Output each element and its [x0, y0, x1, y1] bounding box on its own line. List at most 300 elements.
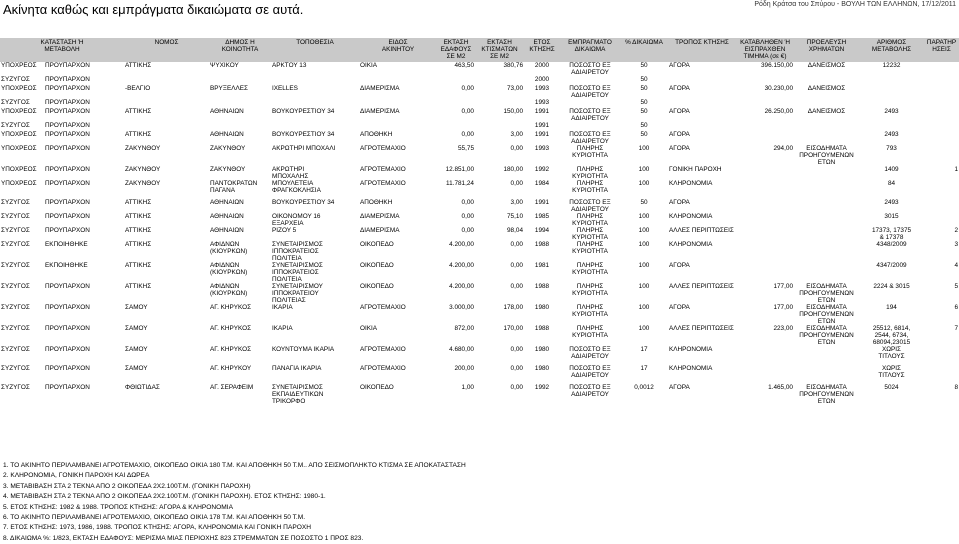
- table-cell: 2493: [884, 108, 899, 115]
- table-cell: ΠΡΟΥΠΑΡΧΟΝ: [45, 108, 90, 115]
- table-cell: ΑΓΡΟΤΕΜΑΧΙΟ: [360, 346, 406, 353]
- table-cell: ΑΘΗΝΑΙΩΝ: [210, 213, 244, 220]
- table-cell: 294,00: [773, 145, 793, 152]
- table-cell: [924, 122, 959, 131]
- table-cell: [209, 122, 271, 131]
- table-cell: ΑΘΗΝΑΙΩΝ: [210, 131, 244, 138]
- table-cell: ΠΛΗΡΗΣ ΚΥΡΙΟΤΗΤΑ: [572, 213, 608, 227]
- table-cell: ΕΙΣΟΔΗΜΑΤΑ ΠΡΟΗΓΟΥΜΕΝΩΝ ΕΤΩΝ: [799, 145, 854, 166]
- table-cell: 25512, 6814, 2544, 6734, 68094,23015: [872, 325, 911, 346]
- table-cell: ΚΛΗΡΟΝΟΜΙΑ: [669, 213, 713, 220]
- table-cell: 100: [638, 262, 650, 269]
- table-cell: 223,00: [773, 325, 793, 332]
- column-header: ΠΑΡΑΤΗΡ ΗΣΕΙΣ: [924, 38, 959, 62]
- table-cell: ΥΠΟΧΡΕΟΣ: [1, 180, 37, 187]
- table-cell: [437, 122, 475, 131]
- column-header: ΤΡΟΠΟΣ ΚΤΗΣΗΣ: [668, 38, 736, 62]
- table-cell: 1992: [534, 166, 550, 173]
- table-cell: 50: [640, 199, 648, 206]
- table-cell: ΠΟΣΟΣΤΟ ΕΞ ΑΔΙΑΙΡΕΤΟΥ: [569, 365, 611, 379]
- table-cell: ΧΩΡΙΣ ΤΙΤΛΟΥΣ: [878, 346, 905, 360]
- table-cell: ΠΡΟΥΠΑΡΧΟΝ: [45, 180, 90, 187]
- table-cell: 0,00: [510, 262, 523, 269]
- table-cell: [124, 76, 209, 85]
- table-cell: 1980: [534, 346, 550, 353]
- table-cell: 0,00: [461, 85, 474, 92]
- table-cell: ΑΓΟΡΑ: [669, 62, 690, 69]
- table-cell: ΟΙΚΟΠΕΔΟ: [360, 283, 394, 290]
- property-table: [0, 38, 959, 405]
- table-cell: ΣΥΖΥΓΟΣ: [1, 283, 30, 290]
- column-header: ΕΚΤΑΣΗ ΚΤΙΣΜΑΤΩΝ ΣΕ Μ2: [475, 38, 524, 62]
- table-row: [0, 166, 959, 180]
- table-cell: ΑΓΟΡΑ: [669, 108, 690, 115]
- table-cell: ΖΑΚΥΝΘΟΥ: [210, 145, 246, 152]
- table-cell: 1991: [534, 108, 550, 115]
- table-cell: ΕΚΠΟΙΗΘΗΚΕ: [45, 262, 88, 269]
- table-cell: [924, 180, 959, 199]
- table-cell: ΧΩΡΙΣ ΤΙΤΛΟΥΣ: [878, 365, 905, 379]
- table-cell: ΦΘΙΩΤΙΔΑΣ: [125, 384, 160, 391]
- table-cell: [736, 241, 794, 262]
- table-cell: ΔΑΝΕΙΣΜΟΣ: [807, 108, 846, 115]
- table-cell: ΥΠΟΧΡΕΟΣ: [1, 166, 37, 173]
- table-cell: ΑΤΤΙΚΗΣ: [125, 262, 152, 269]
- table-row: [0, 99, 959, 108]
- table-cell: 380,76: [503, 62, 523, 69]
- table-cell: 0,00: [510, 346, 523, 353]
- table-cell: ΠΟΣΟΣΤΟ ΕΞ ΑΔΙΑΙΡΕΤΟΥ: [569, 346, 611, 360]
- table-cell: [924, 365, 959, 384]
- table-cell: ΥΠΟΧΡΕΟΣ: [1, 85, 37, 92]
- footnote: 1. ΤΟ ΑΚΙΝΗΤΟ ΠΕΡΙΛΑΜΒΑΝΕΙ ΑΓΡΟΤΕΜΑΧΙΟ, ΟΙΚΟΠΕΔΟ ΟΙΚΙΑ 180 Τ.Μ. ΚΑΙ ΑΠΟΘΗΚΗ 50 Τ.Μ.. ΑΠΟ ΣΕΙΣΜΟΠΛΗΚΤΟ ΚΤΙΣΜΑ ΣΕ ΑΠΟΚΑΤΑΣΤΑΣΗ: [3, 462, 466, 469]
- table-cell: [736, 227, 794, 241]
- table-cell: 1992: [534, 384, 550, 391]
- table-cell: 1988: [534, 283, 550, 290]
- table-cell: 100: [638, 166, 650, 173]
- table-cell: [794, 180, 859, 199]
- table-cell: ΠΛΗΡΗΣ ΚΥΡΙΟΤΗΤΑ: [572, 325, 608, 339]
- table-cell: 200,00: [454, 365, 474, 372]
- table-cell: ΠΟΣΟΣΤΟ ΕΞ ΑΔΙΑΙΡΕΤΟΥ: [569, 62, 611, 76]
- table-cell: [794, 131, 859, 145]
- table-row: [0, 365, 959, 384]
- table-cell: [924, 62, 959, 76]
- table-row: [0, 145, 959, 166]
- table-cell: ΕΚΠΟΙΗΘΗΚΕ: [45, 241, 88, 248]
- table-cell: [794, 241, 859, 262]
- table-cell: ΠΡΟΥΠΑΡΧΟΝ: [45, 213, 90, 220]
- table-cell: ΒΟΥΚΟΥΡΕΣΤΙΟΥ 34: [272, 199, 335, 206]
- table-cell: ΑΓΡΟΤΕΜΑΧΙΟ: [360, 365, 406, 372]
- table-cell: ΓΟΝΙΚΗ ΠΑΡΟΧΗ: [669, 166, 722, 173]
- table-cell: ΣΥΝΕΤΑΙΡΙΣΜΟΣ ΙΠΠΟΚΡΑΤΕΙΟΣ ΠΟΛΙΤΕΙΑ: [272, 241, 323, 262]
- table-cell: 50: [640, 85, 648, 92]
- table-cell: [859, 76, 924, 85]
- table-cell: ΠΡΟΥΠΑΡΧΟΝ: [45, 145, 90, 152]
- column-header: ΝΟΜΟΣ: [124, 38, 209, 62]
- table-cell: [736, 99, 794, 108]
- table-cell: ΑΓ. ΚΗΡΥΚΟΣ: [210, 325, 252, 332]
- table-cell: ΑΓΟΡΑ: [669, 304, 690, 311]
- table-cell: 177,00: [773, 283, 793, 290]
- table-cell: [437, 76, 475, 85]
- table-cell: [359, 76, 437, 85]
- table-cell: ΑΓΟΡΑ: [669, 199, 690, 206]
- table-cell: [924, 108, 959, 122]
- table-cell: ΒΡΥΞΕΛΛΕΣ: [210, 85, 248, 92]
- table-cell: ΣΥΖΥΓΟΣ: [1, 199, 30, 206]
- table-cell: ΚΛΗΡΟΝΟΜΙΑ: [669, 180, 713, 187]
- table-cell: 12232: [882, 62, 901, 69]
- table-row: [0, 241, 959, 262]
- table-cell: 1991: [534, 131, 550, 138]
- table-cell: ΕΙΣΟΔΗΜΑΤΑ ΠΡΟΗΓΟΥΜΕΝΩΝ ΕΤΩΝ: [799, 384, 854, 405]
- table-cell: [437, 99, 475, 108]
- table-cell: ΕΙΣΟΔΗΜΑΤΑ ΠΡΟΗΓΟΥΜΕΝΩΝ ΕΤΩΝ: [799, 325, 854, 346]
- table-cell: ΑΛΛΕΣ ΠΕΡΙΠΤΩΣΕΙΣ: [669, 283, 734, 290]
- table-row: [0, 131, 959, 145]
- table-cell: ΣΥΖΥΓΟΣ: [1, 76, 30, 83]
- table-cell: 1994: [534, 227, 550, 234]
- table-cell: ΠΛΗΡΗΣ ΚΥΡΙΟΤΗΤΑ: [572, 241, 608, 255]
- column-header: ΚΑΤΑΣΤΑΣΗ Ή ΜΕΤΑΒΟΛΗ: [0, 38, 124, 62]
- column-header: % ΔΙΚΑΙΩΜΑ: [620, 38, 668, 62]
- table-cell: ΑΤΤΙΚΗΣ: [125, 213, 152, 220]
- table-cell: 0,00: [510, 145, 523, 152]
- table-cell: 1.465,00: [768, 384, 793, 391]
- table-cell: 50: [640, 122, 648, 129]
- table-cell: 0,00: [510, 365, 523, 372]
- table-cell: ΙΚΑΡΙΑ: [272, 325, 293, 332]
- table-cell: ΠΡΟΥΠΑΡΧΟΝ: [45, 99, 90, 106]
- table-cell: [924, 199, 959, 213]
- table-cell: 73,00: [507, 85, 523, 92]
- column-header: ΕΜΠΡΑΓΜΑΤΟ ΔΙΚΑΙΩΜΑ: [560, 38, 620, 62]
- table-cell: 100: [638, 180, 650, 187]
- table-cell: 463,50: [454, 62, 474, 69]
- table-cell: 100: [638, 227, 650, 234]
- table-cell: ΑΡΚΤΟΥ 13: [272, 62, 307, 69]
- footnote: 8. ΔΙΚΑΙΩΜΑ %: 1/823, ΕΚΤΑΣΗ ΕΔΑΦΟΥΣ: ΜΕΡΙΣΜΑ ΜΙΑΣ ΠΕΡΙΟΧΗΣ 823 ΣΤΡΕΜΜΑΤΩΝ ΣΕ ΠΟΣΟΣΤΟ 1 ΠΡΟΣ 823.: [3, 534, 364, 542]
- table-cell: 0,00: [461, 227, 474, 234]
- table-cell: 100: [638, 145, 650, 152]
- footnotes: [3, 461, 466, 544]
- table-cell: ΣΥΖΥΓΟΣ: [1, 325, 30, 332]
- table-cell: ΑΦΙΔΝΩΝ (ΚΙΟΥΡΚΩΝ): [210, 241, 248, 255]
- table-cell: [736, 166, 794, 180]
- table-cell: ΟΙΚΙΑ: [360, 62, 378, 69]
- table-cell: ΣΥΖΥΓΟΣ: [1, 227, 30, 234]
- table-cell: ΑΓΡΟΤΕΜΑΧΙΟ: [360, 304, 406, 311]
- table-cell: ΖΑΚΥΝΘΟΥ: [125, 145, 161, 152]
- table-cell: ΠΑΝΤΟΚΡΑΤΩΝ ΠΑΓΑΝΑ: [210, 180, 258, 194]
- table-cell: 1,00: [461, 384, 474, 391]
- table-cell: ΣΥΖΥΓΟΣ: [1, 241, 30, 248]
- table-cell: ΠΛΗΡΗΣ ΚΥΡΙΟΤΗΤΑ: [572, 227, 608, 241]
- table-cell: ΔΑΝΕΙΣΜΟΣ: [807, 85, 846, 92]
- table-cell: 1980: [534, 365, 550, 372]
- table-cell: ΒΟΥΚΟΥΡΕΣΤΙΟΥ 34: [272, 131, 335, 138]
- column-header: ΠΡΟΕΛΕΥΣΗ ΧΡΗΜΑΤΩΝ: [794, 38, 859, 62]
- table-cell: 17: [640, 365, 648, 372]
- table-cell: ΚΛΗΡΟΝΟΜΙΑ: [669, 365, 713, 372]
- table-cell: 84: [887, 180, 896, 187]
- table-row: [0, 62, 959, 76]
- document-header: Ρόδη Κράτσα του Σπύρου - ΒΟΥΛΗ ΤΩΝ ΕΛΛΗΝΩΝ, 17/12/2011: [754, 1, 956, 8]
- table-cell: ΑΓ. ΣΕΡΑΦΕΙΜ: [210, 384, 254, 391]
- table-cell: 50: [640, 131, 648, 138]
- table-cell: 150,00: [503, 108, 523, 115]
- table-cell: 396.150,00: [761, 62, 793, 69]
- table-cell: 100: [638, 283, 650, 290]
- table-cell: ΔΙΑΜΕΡΙΣΜΑ: [360, 227, 400, 234]
- table-cell: ΕΙΣΟΔΗΜΑΤΑ ΠΡΟΗΓΟΥΜΕΝΩΝ ΕΤΩΝ: [799, 283, 854, 304]
- table-cell: 3,00: [510, 199, 523, 206]
- table-cell: ΑΓΟΡΑ: [669, 131, 690, 138]
- table-cell: 1991: [534, 122, 550, 129]
- table-cell: 2000: [534, 62, 550, 69]
- table-cell: ΑΠΟΘΗΚΗ: [360, 199, 393, 206]
- table-cell: [736, 76, 794, 85]
- table-cell: 30.230,00: [764, 85, 793, 92]
- table-cell: ΠΛΗΡΗΣ ΚΥΡΙΟΤΗΤΑ: [572, 262, 608, 276]
- table-cell: ΠΡΟΥΠΑΡΧΟΝ: [45, 76, 90, 83]
- table-row: [0, 346, 959, 365]
- table-cell: [124, 122, 209, 131]
- table-cell: ΣΥΖΥΓΟΣ: [1, 262, 30, 269]
- table-body: [0, 62, 959, 405]
- table-cell: ΚΟΥΝΤΟΥΜΑ ΙΚΑΡΙΑ: [272, 346, 335, 353]
- table-row: [0, 283, 959, 304]
- table-cell: ΥΠΟΧΡΕΟΣ: [1, 145, 37, 152]
- table-cell: [475, 76, 524, 85]
- table-cell: ΚΛΗΡΟΝΟΜΙΑ: [669, 346, 713, 353]
- table-cell: ΠΡΟΥΠΑΡΧΟΝ: [45, 166, 90, 173]
- table-cell: 4347/2009: [876, 262, 907, 269]
- table-cell: [209, 99, 271, 108]
- table-cell: ΥΠΟΧΡΕΟΣ: [1, 108, 37, 115]
- table-cell: [794, 227, 859, 241]
- table-cell: [794, 346, 859, 365]
- table-header-row: [0, 38, 959, 62]
- table-cell: ΟΙΚΟΝΟΜΟΥ 16 ΕΞΑΡΧΕΙΑ: [272, 213, 321, 227]
- table-cell: ΠΡΟΥΠΑΡΧΟΝ: [45, 325, 90, 332]
- table-cell: ΣΥΝΕΤΑΙΡΙΣΜΟΣ ΙΠΠΟΚΡΑΤΕΙΟΣ ΠΟΛΙΤΕΙΑ: [272, 262, 323, 283]
- footnote: 3. ΜΕΤΑΒΙΒΑΣΗ ΣΤΑ 2 ΤΕΚΝΑ ΑΠΟ 2 ΟΙΚΟΠΕΔΑ 2Χ2.100Τ.Μ. (ΓΟΝΙΚΗ ΠΑΡΟΧΗ): [3, 482, 251, 490]
- table-cell: 1981: [534, 262, 550, 269]
- table-cell: ΨΥΧΙΚΟΥ: [210, 62, 239, 69]
- table-cell: [736, 199, 794, 213]
- table-cell: 1985: [534, 213, 550, 220]
- table-cell: ΑΚΡΩΤΗΡΙ ΜΠΟΧΑΛΗΣ: [272, 166, 309, 180]
- table-cell: 4.200,00: [449, 262, 474, 269]
- table-cell: ΣΥΖΥΓΟΣ: [1, 304, 30, 311]
- table-cell: ΑΠΟΘΗΚΗ: [360, 131, 393, 138]
- table-cell: 17373, 17375 & 17378: [871, 227, 912, 241]
- table-cell: [924, 76, 959, 85]
- table-cell: ΟΙΚΟΠΕΔΟ: [360, 241, 394, 248]
- table-cell: 55,75: [458, 145, 474, 152]
- table-cell: ΜΠΟΥΛΕΤΕΙΑ ΦΡΑΓΚΟΚΛΗΣΙΑ: [272, 180, 321, 194]
- table-cell: [668, 76, 736, 85]
- table-cell: [736, 365, 794, 384]
- table-row: [0, 213, 959, 227]
- table-cell: ΟΙΚΙΑ: [360, 325, 378, 332]
- table-cell: [668, 122, 736, 131]
- table-cell: 50: [640, 99, 648, 106]
- table-cell: 0,00: [510, 180, 523, 187]
- table-cell: 2493: [884, 131, 899, 138]
- table-cell: 177,00: [773, 304, 793, 311]
- table-row: [0, 76, 959, 85]
- table-cell: ΣΥΝΕΤΑΙΡΙΣΜΟΥ ΙΠΠΟΚΡΑΤΕΙΟΥ ΠΟΛΙΤΕΙΑΣ: [272, 283, 323, 304]
- table-cell: [736, 346, 794, 365]
- table-cell: ΑΓ. ΚΗΡΥΚΟΣ: [210, 304, 252, 311]
- column-header: ΔΗΜΟΣ Η ΚΟΙΝΟΤΗΤΑ: [209, 38, 271, 62]
- table-cell: 4.680,00: [449, 346, 474, 353]
- table-cell: ΑΘΗΝΑΙΩΝ: [210, 108, 244, 115]
- table-cell: 1991: [534, 199, 550, 206]
- table-cell: ΑΦΙΔΝΩΝ (ΚΙΟΥΡΚΩΝ): [210, 262, 248, 276]
- table-cell: 17: [640, 346, 648, 353]
- table-cell: ΠΡΟΥΠΑΡΧΟΝ: [45, 365, 90, 372]
- table-cell: [794, 122, 859, 131]
- table-cell: ΣΥΖΥΓΟΣ: [1, 346, 30, 353]
- table-cell: 12.851,00: [445, 166, 474, 173]
- table-cell: ΕΙΣΟΔΗΜΑΤΑ ΠΡΟΗΓΟΥΜΕΝΩΝ ΕΤΩΝ: [799, 304, 854, 325]
- table-cell: ΣΥΖΥΓΟΣ: [1, 384, 30, 391]
- table-cell: 0,00: [510, 241, 523, 248]
- table-cell: 2493: [884, 199, 899, 206]
- table-cell: ΣΑΜΟΥ: [125, 304, 148, 311]
- table-cell: 100: [638, 325, 650, 332]
- table-cell: ΠΡΟΥΠΑΡΧΟΝ: [45, 304, 90, 311]
- table-cell: -ΒΕΛΓΙΟ: [125, 85, 151, 92]
- table-cell: ΠΡΟΥΠΑΡΧΟΝ: [45, 62, 90, 69]
- table-row: [0, 227, 959, 241]
- table-row: [0, 199, 959, 213]
- table-cell: ΖΑΚΥΝΘΟΥ: [210, 166, 246, 173]
- table-cell: ΠΛΗΡΗΣ ΚΥΡΙΟΤΗΤΑ: [572, 166, 608, 180]
- table-cell: [924, 99, 959, 108]
- table-cell: 7: [954, 325, 958, 332]
- table-cell: 0,00: [461, 131, 474, 138]
- table-cell: ΠΛΗΡΗΣ ΚΥΡΙΟΤΗΤΑ: [572, 283, 608, 297]
- table-cell: [924, 131, 959, 145]
- table-cell: ΔΑΝΕΙΣΜΟΣ: [807, 62, 846, 69]
- table-cell: ΑΓΟΡΑ: [669, 384, 690, 391]
- table-row: [0, 304, 959, 325]
- table-cell: 6: [954, 304, 958, 311]
- table-cell: ΑΓ. ΚΗΡΥΚΟΣ: [210, 346, 252, 353]
- table-cell: ΣΥΖΥΓΟΣ: [1, 213, 30, 220]
- table-cell: ΠΟΣΟΣΤΟ ΕΞ ΑΔΙΑΙΡΕΤΟΥ: [569, 384, 611, 398]
- table-cell: ΣΥΖΥΓΟΣ: [1, 365, 30, 372]
- table-cell: ΥΠΟΧΡΕΟΣ: [1, 131, 37, 138]
- column-header: ΚΑΤΑΒΛΗΘΕΝ Ή ΕΙΣΠΡΑΧΘΕΝ ΤΙΜΗΜΑ (σε €): [736, 38, 794, 62]
- table-cell: ΑΤΤΙΚΗΣ: [125, 131, 152, 138]
- table-cell: ΑΤΤΙΚΗΣ: [125, 62, 152, 69]
- table-cell: [794, 213, 859, 227]
- table-cell: 50: [640, 108, 648, 115]
- table-cell: [271, 122, 359, 131]
- table-cell: [859, 85, 924, 99]
- table-cell: 5: [954, 283, 958, 290]
- table-cell: ΣΑΜΟΥ: [125, 325, 148, 332]
- table-cell: 1988: [534, 241, 550, 248]
- table-cell: [475, 122, 524, 131]
- table-cell: [736, 180, 794, 199]
- table-cell: 0,00: [510, 384, 523, 391]
- table-cell: 3: [954, 241, 958, 248]
- footnote: 7. ΕΤΟΣ ΚΤΗΣΗΣ: 1973, 1986, 1988. ΤΡΟΠΟΣ ΚΤΗΣΗΣ: ΑΓΟΡΑ, ΚΛΗΡΟΝΟΜΙΑ ΚΑΙ ΓΟΝΙΚΗ ΠΑΡΟΧΗ: [3, 524, 312, 532]
- table-cell: ΑΛΛΕΣ ΠΕΡΙΠΤΩΣΕΙΣ: [669, 227, 734, 234]
- table-cell: 0,00: [461, 108, 474, 115]
- table-cell: 178,00: [503, 304, 523, 311]
- column-header: ΑΡΙΘΜΟΣ ΜΕΤΑΒΟΛΗΣ: [859, 38, 924, 62]
- table-cell: ΣΥΖΥΓΟΣ: [1, 99, 30, 106]
- table-cell: 2224 & 3015: [873, 283, 910, 290]
- table-cell: [668, 99, 736, 108]
- table-cell: 3,00: [510, 131, 523, 138]
- table-cell: ΑΦΙΔΝΩΝ (ΚΙΟΥΡΚΩΝ): [210, 283, 248, 297]
- table-cell: 1993: [534, 99, 550, 106]
- table-cell: ΑΓΡΟΤΕΜΑΧΙΟ: [360, 180, 406, 187]
- table-cell: 4.200,00: [449, 241, 474, 248]
- table-row: [0, 122, 959, 131]
- table-cell: ΔΙΑΜΕΡΙΣΜΑ: [360, 108, 400, 115]
- table-cell: [271, 99, 359, 108]
- table-cell: 50: [640, 62, 648, 69]
- table-cell: 0,00: [461, 199, 474, 206]
- table-cell: [736, 213, 794, 227]
- table-cell: ΑΛΛΕΣ ΠΕΡΙΠΤΩΣΕΙΣ: [669, 325, 734, 332]
- table-cell: ΖΑΚΥΝΘΟΥ: [125, 180, 161, 187]
- table-cell: 100: [638, 241, 650, 248]
- table-cell: ΑΤΤΙΚΗΣ: [125, 241, 152, 248]
- table-cell: 100: [638, 304, 650, 311]
- table-cell: [794, 365, 859, 384]
- table-cell: [359, 122, 437, 131]
- table-cell: 793: [886, 145, 897, 152]
- table-cell: ΠΡΟΥΠΑΡΧΟΝ: [45, 227, 90, 234]
- table-cell: ΑΚΡΩΤΗΡΙ ΜΠΟΧΑΛΙ: [272, 145, 336, 152]
- table-cell: 170,00: [503, 325, 523, 332]
- table-row: [0, 180, 959, 199]
- footnote: 6. ΤΟ ΑΚΙΝΗΤΟ ΠΕΡΙΛΑΜΒΑΝΕΙ ΑΓΡΟΤΕΜΑΧΙΟ, ΟΙΚΟΠΕΔΟ ΟΙΚΙΑ 178 Τ.Μ. ΚΑΙ ΑΠΟΘΗΚΗ 50 Τ.Μ.: [3, 514, 306, 522]
- table-cell: 5024: [884, 384, 899, 391]
- table-cell: [924, 346, 959, 365]
- table-cell: 1409: [884, 166, 899, 173]
- table-cell: ΠΟΣΟΣΤΟ ΕΞ ΑΔΙΑΙΡΕΤΟΥ: [569, 199, 611, 213]
- table-cell: ΒΟΥΚΟΥΡΕΣΤΙΟΥ 34: [272, 108, 335, 115]
- table-cell: ΑΓΟΡΑ: [669, 85, 690, 92]
- table-cell: [560, 122, 620, 131]
- table-cell: ΣΥΝΕΤΑΙΡΙΣΜΟΣ ΕΚΠΑΙΔΕΥΤΙΚΩΝ ΤΡΙΚΟΡΦΟ: [272, 384, 324, 405]
- column-header: ΕΙΔΟΣ ΑΚΙΝΗΤΟΥ: [359, 38, 437, 62]
- table-cell: [359, 99, 437, 108]
- table-cell: 75,10: [507, 213, 523, 220]
- table-cell: ΠΑΝΑΓΙΑ ΙΚΑΡΙΑ: [272, 365, 322, 372]
- table-cell: ΠΡΟΥΠΑΡΧΟΝ: [45, 346, 90, 353]
- table-cell: ΠΟΣΟΣΤΟ ΕΞ ΑΔΙΑΙΡΕΤΟΥ: [569, 108, 611, 122]
- table-cell: [560, 99, 620, 108]
- footnote: 5. ΕΤΟΣ ΚΤΗΣΗΣ: 1982 & 1988. ΤΡΟΠΟΣ ΚΤΗΣΗΣ: ΑΓΟΡΑ & ΚΛΗΡΟΝΟΜΙΑ: [3, 503, 234, 511]
- table-cell: 2000: [534, 76, 550, 83]
- table-cell: 3015: [884, 213, 899, 220]
- table-cell: ΠΟΣΟΣΤΟ ΕΞ ΑΔΙΑΙΡΕΤΟΥ: [569, 131, 611, 145]
